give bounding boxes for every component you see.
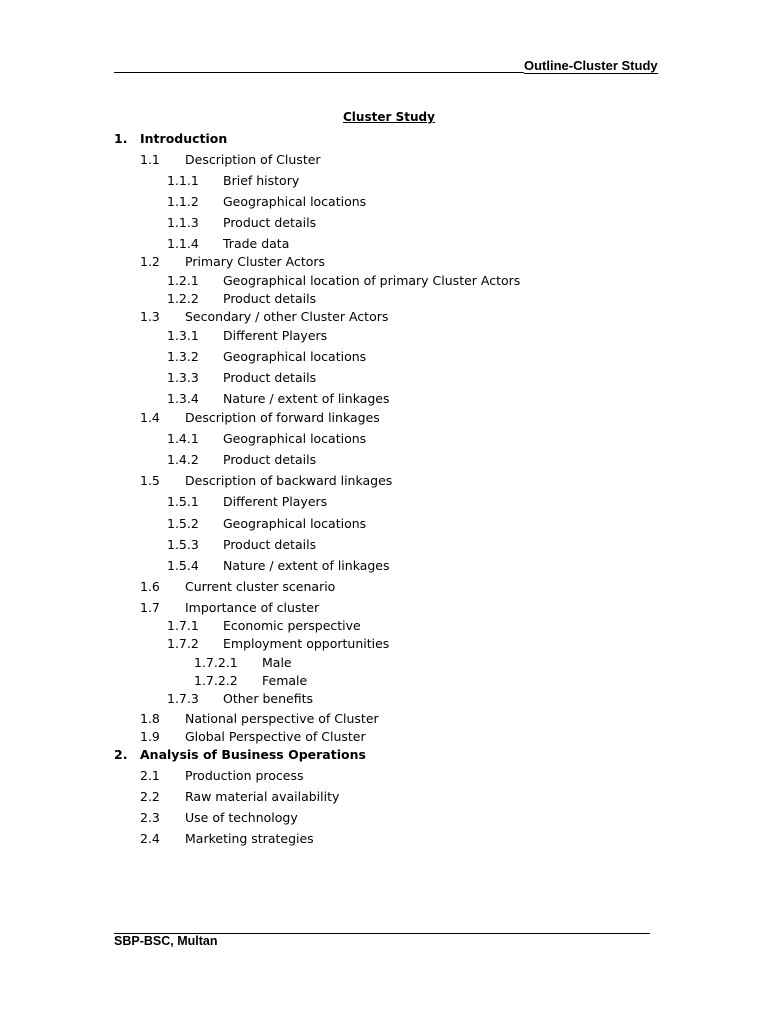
header-rule bbox=[114, 72, 524, 73]
header-title: Outline-Cluster Study bbox=[524, 58, 658, 73]
document-title: Cluster Study bbox=[343, 110, 435, 124]
footer-text: SBP-BSC, Multan bbox=[114, 934, 218, 948]
